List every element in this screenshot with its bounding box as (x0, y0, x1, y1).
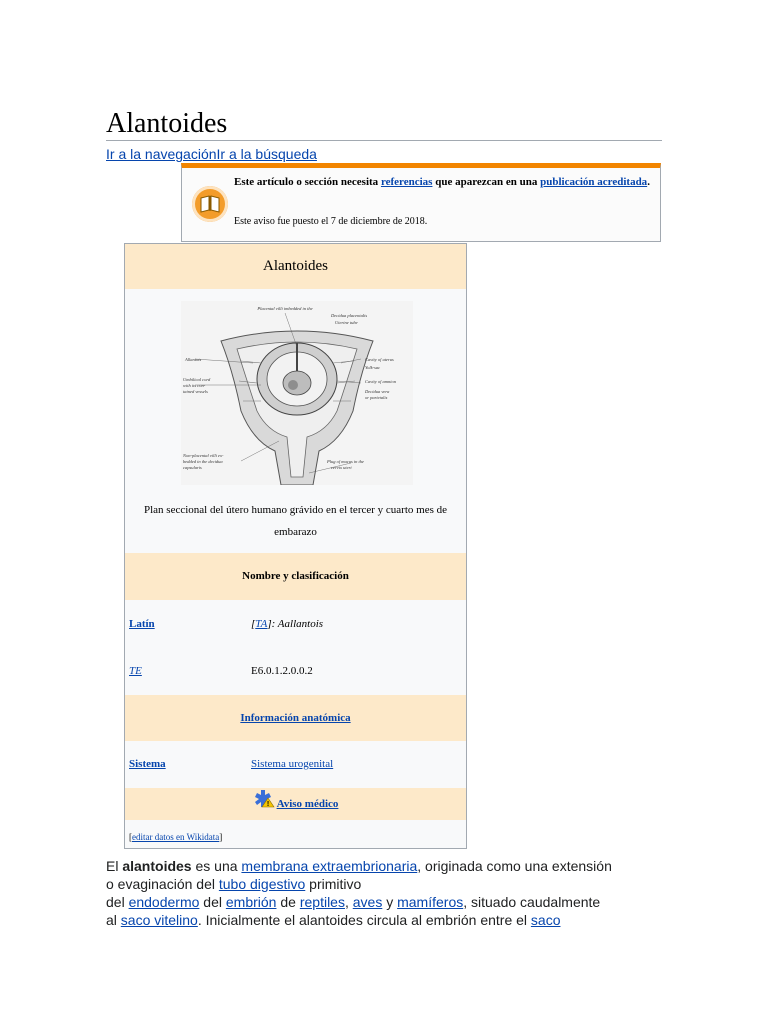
te-key[interactable]: TE (129, 665, 142, 677)
link-embrion[interactable]: embrión (225, 894, 277, 910)
te-value: E6.0.1.2.0.0.2 (251, 665, 313, 677)
references-notice (181, 163, 661, 242)
label-bottom-left-1: Non-placental villi ex- (183, 453, 224, 458)
link-membrana-extraembrionaria[interactable]: membrana extraembrionaria (241, 858, 418, 874)
label-bottom-left-3: capsularis (183, 465, 202, 470)
link-saco-vitelino[interactable]: saco vitelino (120, 912, 198, 928)
jump-to-search-link[interactable]: Ir a la búsqueda (216, 146, 317, 162)
svg-text:!: ! (266, 801, 269, 808)
label-left-2: Umbilical cord (183, 377, 211, 382)
paragraph-line-1 (106, 857, 666, 875)
text: , situado caudalmente (463, 894, 601, 910)
text: primitivo (305, 876, 362, 892)
infobox (124, 243, 467, 849)
latin-key[interactable]: Latín (129, 618, 155, 630)
row-latin (125, 602, 466, 648)
system-value (251, 758, 333, 770)
notice-text-1: Este artículo o sección necesita (234, 176, 381, 188)
medical-notice-row (125, 788, 466, 820)
text: o evaginación del (106, 876, 219, 892)
section-anatomy (125, 695, 466, 741)
notice-text-3: . (647, 176, 650, 188)
label-bottom-right-2: cervix uteri (331, 465, 352, 470)
section-classification: Nombre y clasificación (125, 553, 466, 600)
image-caption: Plan seccional del útero humano grávido en el tercer y cuarto mes de embarazo (144, 504, 447, 538)
wikidata-edit: [editar datos en Wikidata] (129, 832, 223, 842)
link-mamiferos[interactable]: mamíferos (397, 894, 464, 910)
title-divider (106, 140, 662, 141)
medical-warning-icon (253, 788, 275, 821)
urogenital-system-link[interactable]: Sistema urogenital (251, 758, 334, 770)
label-right-2: Yolk-sac (365, 365, 381, 370)
label-top-3: Uterine tube (335, 320, 358, 325)
latin-value: [TA]: Aallantois (251, 618, 324, 630)
text: . Inicialmente el alantoides circula al embrión entre el (197, 912, 531, 928)
paragraph-line-2 (106, 875, 666, 893)
text: es una (191, 858, 242, 874)
article-paragraph (106, 857, 666, 929)
latin-value-text: : Aallantois (271, 618, 324, 630)
system-key[interactable]: Sistema (129, 758, 166, 770)
label-left-4: tained vessels (183, 389, 208, 394)
medical-notice-link[interactable]: Aviso médico (276, 798, 339, 811)
label-bottom-right-1: Plug of mucus in the (327, 459, 364, 464)
label-right-3: Cavity of amnion (365, 379, 396, 384)
paragraph-line-4 (106, 911, 666, 929)
label-right-1: Cavity of uterus (365, 357, 394, 362)
label-left-3: with its con- (183, 383, 206, 388)
row-te (125, 649, 466, 695)
edit-wikidata-link[interactable]: editar datos en Wikidata (132, 832, 220, 842)
term-alantoides: alantoides (122, 858, 192, 874)
reliable-publication-link[interactable]: publicación acreditada (540, 176, 648, 188)
page-title: Alantoides (106, 108, 228, 139)
notice-date: Este aviso fue puesto el 7 de diciembre de 2018. (234, 216, 428, 227)
label-top-2: Decidua placentalis (331, 313, 368, 318)
anatomy-link[interactable]: Información anatómica (240, 712, 351, 724)
notice-message (234, 175, 654, 190)
link-tubo-digestivo[interactable]: tubo digestivo (218, 876, 306, 892)
infobox-title: Alantoides (125, 244, 466, 289)
link-saco[interactable]: saco (530, 912, 561, 928)
jump-links (106, 146, 317, 162)
book-icon (192, 186, 228, 222)
text: , (344, 894, 353, 910)
text: del (106, 894, 129, 910)
label-right-5: or parietalis (365, 395, 388, 400)
link-endodermo[interactable]: endodermo (128, 894, 200, 910)
text: al (106, 912, 121, 928)
paragraph-line-3 (106, 893, 666, 911)
label-right-4: Decidua vera (365, 389, 390, 394)
label-left-1: Allantois (185, 357, 202, 362)
label-top-1: Placental villi imbedded in the (257, 306, 313, 311)
text: de (276, 894, 300, 910)
text: El (106, 858, 123, 874)
text: , originada como una extensión (417, 858, 612, 874)
text: y (382, 894, 398, 910)
jump-to-navigation-link[interactable]: Ir a la navegación (106, 146, 217, 162)
label-bottom-left-2: bedded in the decidua (183, 459, 223, 464)
references-link[interactable]: referencias (380, 176, 433, 188)
link-reptiles[interactable]: reptiles (299, 894, 345, 910)
link-aves[interactable]: aves (352, 894, 383, 910)
row-system (125, 742, 466, 788)
ta-link[interactable]: TA (255, 618, 268, 630)
text: del (199, 894, 226, 910)
notice-text-2: que aparezcan en una (432, 176, 541, 188)
uterus-section-illustration[interactable] (181, 301, 413, 485)
